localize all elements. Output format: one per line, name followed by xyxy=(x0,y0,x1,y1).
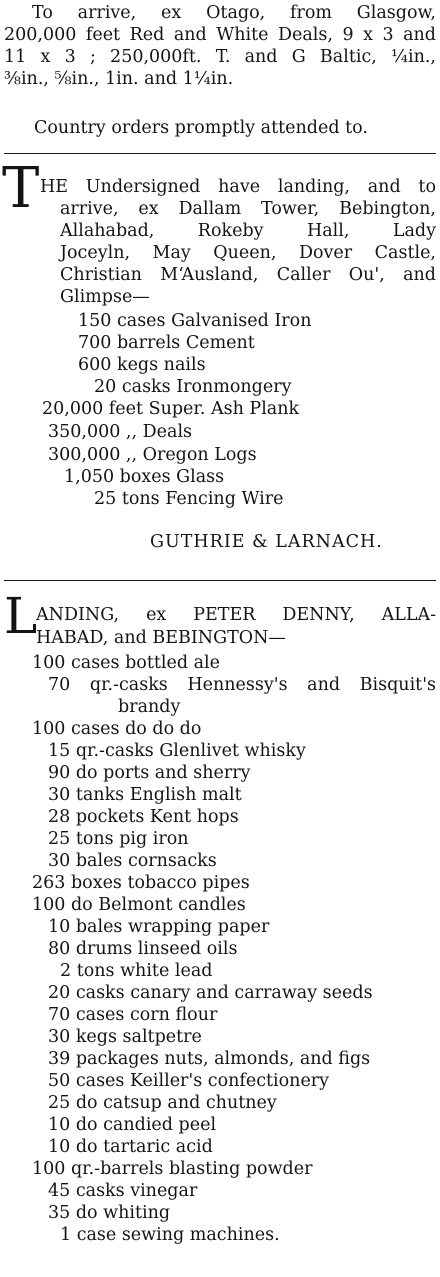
s3-item: 28 pockets Kent hops xyxy=(48,807,239,827)
s3-item: 100 cases bottled ale xyxy=(32,653,220,673)
s3-item: brandy xyxy=(118,697,181,717)
s2-line-6: Glimpse— xyxy=(60,287,150,307)
s3-item: 80 drums linseed oils xyxy=(48,939,238,959)
s2-item: 20,000 feet Super. Ash Plank xyxy=(42,399,300,419)
s3-item: 90 do ports and sherry xyxy=(48,763,251,783)
s3-item: 25 tons pig iron xyxy=(48,829,189,849)
s3-item: 45 casks vinegar xyxy=(48,1181,198,1201)
s3-item: 50 cases Keiller's confectionery xyxy=(48,1071,330,1091)
s2-dropcap: T xyxy=(2,156,40,221)
s2-item: 300,000 ,, Oregon Logs xyxy=(48,445,257,465)
s1-note: Country orders promptly attended to. xyxy=(34,118,368,138)
s3-item: 10 do tartaric acid xyxy=(48,1137,213,1157)
s3-line-second: HABAD, and BEBINGTON— xyxy=(36,628,286,648)
s2-item: 350,000 ,, Deals xyxy=(48,422,193,442)
s3-item: 30 bales cornsacks xyxy=(48,851,217,871)
s1-line-1: To arrive, ex Otago, from Glasgow, xyxy=(32,3,436,23)
s1-line-4: ⅜in., ⅝in., 1in. and 1¼in. xyxy=(4,69,234,89)
s2-line-3: Allahabad, Rokeby Hall, Lady xyxy=(60,221,436,241)
s3-item: 20 casks canary and carraway seeds xyxy=(48,983,373,1003)
s3-item: 15 qr.-casks Glenlivet whisky xyxy=(48,741,306,761)
s3-item: 2 tons white lead xyxy=(60,961,213,981)
s2-line-5: Christian M‘Ausland, Caller Ou', and xyxy=(60,265,436,285)
s3-item: 100 do Belmont candles xyxy=(32,895,246,915)
s3-item: 35 do whiting xyxy=(48,1203,171,1223)
s3-dropcap: L xyxy=(4,587,38,645)
s2-line-4: Joceyln, May Queen, Dover Castle, xyxy=(60,243,436,263)
s3-item: 1 case sewing machines. xyxy=(60,1225,280,1245)
s3-item: 70 cases corn flour xyxy=(48,1005,218,1025)
s2-item: 700 barrels Cement xyxy=(78,333,255,353)
s3-item: 10 bales wrapping paper xyxy=(48,917,270,937)
s2-item: 150 cases Galvanised Iron xyxy=(78,311,312,331)
s2-item: 600 kegs nails xyxy=(78,355,206,375)
s2-line-first: HE Undersigned have landing, and to xyxy=(40,177,436,197)
s3-item: 100 cases do do do xyxy=(32,719,202,739)
s1-line-3: 11 x 3 ; 250,000ft. T. and G Baltic, ¼in., xyxy=(4,47,436,67)
s3-item: 70 qr.-casks Hennessy's and Bisquit's xyxy=(48,675,436,695)
divider-2 xyxy=(4,580,436,581)
s3-item: 263 boxes tobacco pipes xyxy=(32,873,250,893)
s2-item: 25 tons Fencing Wire xyxy=(94,489,284,509)
s3-item: 25 do catsup and chutney xyxy=(48,1093,277,1113)
s3-item: 100 qr.-barrels blasting powder xyxy=(32,1159,313,1179)
s1-line-2: 200,000 feet Red and White Deals, 9 x 3 and xyxy=(4,25,436,45)
s3-item: 30 tanks English malt xyxy=(48,785,242,805)
s3-line-first: ANDING, ex PETER DENNY, ALLA- xyxy=(36,605,436,625)
s2-signature: GUTHRIE & LARNACH. xyxy=(150,532,383,552)
divider-1 xyxy=(4,153,436,154)
s2-item: 1,050 boxes Glass xyxy=(64,467,225,487)
s2-item: 20 casks Ironmongery xyxy=(94,377,292,397)
s2-line-2: arrive, ex Dallam Tower, Bebington, xyxy=(60,199,436,219)
s3-item: 39 packages nuts, almonds, and figs xyxy=(48,1049,371,1069)
s3-item: 30 kegs saltpetre xyxy=(48,1027,202,1047)
s3-item: 10 do candied peel xyxy=(48,1115,217,1135)
